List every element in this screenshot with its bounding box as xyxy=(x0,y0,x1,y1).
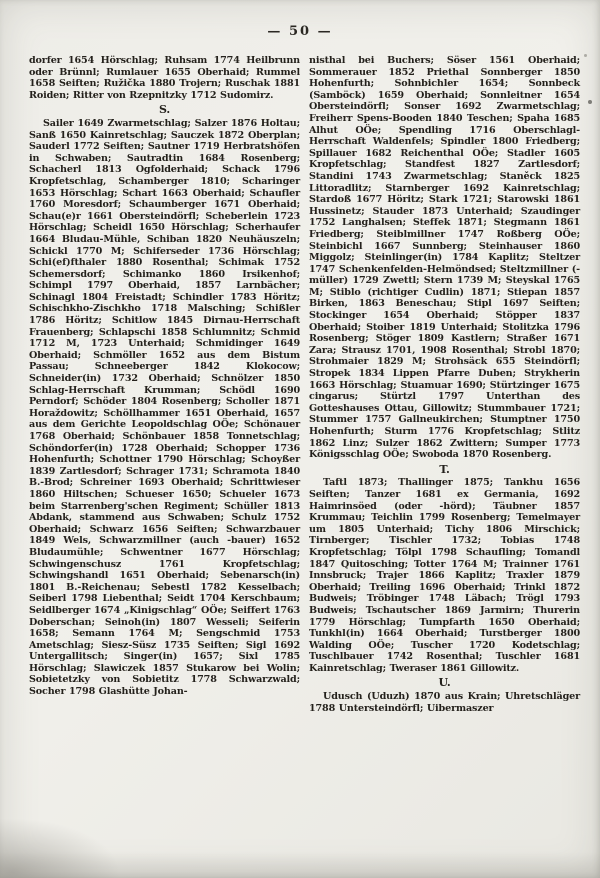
paragraph-r-continuation: dorfer 1654 Hörschlag; Ruhsam 1774 Heilbrunn oder Brünnl; Rumlauer 1655 Oberhaid; Rummel 1658 Seiften; Ružička 1880 Trojern; Ruschak 1881 Roiden; Ritter von Rzepnitzky 1712 Sudomirz. xyxy=(29,55,300,101)
scan-smudge-artifact xyxy=(0,818,120,878)
section-heading-t: T. xyxy=(439,462,450,476)
page-header xyxy=(0,0,600,39)
column-left xyxy=(29,55,300,714)
column-right xyxy=(309,55,580,714)
scan-smudge-artifact xyxy=(0,852,600,878)
page-number: 50 xyxy=(288,24,312,39)
paragraph-section-u: Udusch (Uduzh) 1870 aus Krain; Uhretschläger 1788 Untersteindörfl; Uibermaszer xyxy=(309,691,580,714)
text-columns xyxy=(0,39,600,714)
header-dash-right: — xyxy=(317,24,333,39)
paragraph-section-t: Taftl 1873; Thallinger 1875; Tankhu 1656 Seiften; Tanzer 1681 ex Germania, 1692 Haimrinsöed (oder -hörd); Täubner 1857 Krummau; Teichlin 1799 Rosenberg; Temelmayer um 1805 Unterhaid; Tichy 1806 Mirschick; Tirnberger; Tischler 1732; Tobias 1748 Kropfetschlag; Tölpl 1798 Schaufling; Tomandl 1847 Quitosching; Totter 1764 M; Trainner 1761 Innsbruck; Trajer 1866 Kaplitz; Traxler 1879 Oberhaid; Treiling 1696 Oberhaid; Trinkl 1872 Budweis; Tröbinger 1748 Läbach; Trögl 1793 Budweis; Tschautscher 1869 Jarmirn; Thurerin 1779 Hörschlag; Tumpfarth 1650 Oberhaid; Tunkhl(in) 1664 Oberhaid; Turstberger 1800 Walding OÖe; Tuscher 1720 Kodetschlag; Tuschlbauer 1742 Rosenthal; Tuschler 1681 Kainretschlag; Tweraser 1861 Gillowitz. xyxy=(309,477,580,674)
section-heading-s: S. xyxy=(158,103,171,117)
section-heading-u: U. xyxy=(438,676,451,690)
paragraph-section-s: Sailer 1649 Zwarmetschlag; Salzer 1876 Holtau; Sanß 1650 Kainretschlag; Sauczek 1872 Oberplan; Sauderl 1772 Seiften; Sautner 1719 Herbratshöfen in Schwaben; Sautradtin 1684 Rosenberg; Schacherl 1813 Ogfolderhaid; Schack 1796 Kropfetschlag, Schamberger 1810; Scharinger 1653 Hörschlag; Schart 1663 Oberhaid; Schaufler 1760 Moresdorf; Schaumberger 1671 Oberhaid; Schau(e)r 1661 Obersteindörfl; Scheberlein 1723 Hörschlag; Scheidl 1650 Hörschlag; Scherhaufer 1664 Bludau-Mühle, Schiban 1820 Neuhäuszeln; Schickl 1770 M; Schiferseder 1736 Hörschlag; Schi(ef)fthaler 1880 Rosenthal; Schimak 1752 Schemersdorf; Schimanko 1860 Irsikenhof; Schimpl 1797 Oberhaid, 1857 Larnbächer; Schinagl 1804 Freistadt; Schindler 1783 Höritz; Schischkho-Zischkho 1718 Malsching; Schißler 1786 Höritz; Schitlow 1845 Dirnau-Herrschaft Frauenberg; Schlapschi 1858 Schlumnitz; Schmid 1712 M, 1723 Unterhaid; Schmidinger 1649 Oberhaid; Schmöller 1652 aus dem Bistum Passau; Schneeberger 1842 Klokocow; Schneider(in) 1732 Oberhaid; Schnölzer 1850 Schlag-Herrschaft Krumman; Schödl 1690 Perndorf; Schöder 1804 Rosenberg; Scholler 1871 Horaždowitz; Schöllhammer 1651 Oberhaid, 1657 aus dem Gerichte Leopoldschlag OÖe; Schönauer 1768 Oberhaid; Schönbauer 1858 Tonnetschlag; Schöndorfer(in) 1728 Oberhaid; Schopper 1736 Hohenfurth; Schottner 1790 Hörschlag; Schoyßer 1839 Zartlesdorf; Schrager 1731; Schramota 1840 B.-Brod; Schreiner 1693 Oberhaid; Schrittwieser 1860 Hiltschen; Schueser 1650; Schueler 1673 beim Starrenberg'schen Regiment; Schüller 1813 Abdank, stammend aus Schwaben; Schulz 1752 Oberhaid; Schwarz 1656 Seiften; Schwarzbauer 1849 Wels, Schwarzmillner (auch -bauer) 1652 Bludaumühle; Schwentner 1677 Hörschlag; Schwingenschusz 1761 Kropfetschlag; Schwingshandl 1651 Oberhaid; Sebenarsch(in) 1801 B.-Reichenau; Sebestl 1782 Kesselbach; Seiberl 1798 Liebenthal; Seidt 1704 Kerschbaum; Seidlberger 1674 „Kinigschlag“ OÖe; Seiffert 1763 Doberschan; Seinoh(in) 1807 Wesseli; Seiferin 1658; Semann 1764 M; Sengschmid 1753 Ametschlag; Siesz-Süsz 1735 Seiften; Sigl 1692 Untergallitsch; Singer(in) 1657; Sixl 1785 Hörschlag; Slawiczek 1857 Stukarow bei Wolin; Sobietetzky von Sobietitz 1778 Schwarzwald; Socher 1798 Glashütte Johan- xyxy=(29,117,300,698)
paragraph-s-continuation: nisthal bei Buchers; Söser 1561 Oberhaid; Sommerauer 1852 Priethal Sonnberger 1850 Hohenfurth; Sohnbichler 1654; Sonnbeck (Samböck) 1659 Oberhaid; Sonnleitner 1654 Obersteindörfl; Sonser 1692 Zwarmetschlag; Freiherr Spens-Booden 1840 Teschen; Spaha 1685 Alhut OÖe; Spendling 1716 Oberschlagl-Herrschaft Waldenfels; Spindler 1800 Friedberg; Spillauer 1682 Reichenthal OÖe; Stadler 1605 Kropfetschlag; Standfest 1827 Zartlesdorf; Standini 1743 Zwarmetschlag; Staněck 1825 Littoradlitz; Starnberger 1692 Kainretschlag; Stardoß 1677 Höritz; Stark 1721; Starowski 1861 Hussinetz; Stauder 1873 Unterhaid; Szaudinger 1752 Langhalsen; Steffek 1871; Stegmann 1861 Friedberg; Steiblmillner 1747 Roßberg OÖe; Steinbichl 1667 Sunnberg; Steinhauser 1860 Miggolz; Steinlinger(in) 1784 Kaplitz; Steltzer 1747 Schenkenfelden-Helmöndsed; Steltzmillner (-müller) 1729 Zwettl; Stern 1739 M; Steyskal 1765 M; Stiblo (richtiger Cudlin) 1871; Stiepan 1857 Birken, 1863 Beneschau; Stipl 1697 Seiften; Stockinger 1654 Oberhaid; Stöpper 1837 Oberhaid; Stoiber 1819 Unterhaid; Stolitzka 1796 Rosenberg; Stöger 1809 Kastlern; Straßer 1671 Zara; Strausz 1701, 1908 Rosenthal; Strobl 1870; Strohmaier 1829 M; Strohsäck 655 Steindörfl; Stropek 1834 Lippen Pfarre Duben; Strykherin 1663 Hörschlag; Stuamuar 1690; Stürtzinger 1675 cingarus; Stürtzl 1797 Unterthan des Gotteshauses Ottau, Gillowitz; Stummbauer 1721; Stummer 1757 Gallneukirchen; Stumptner 1750 Hohenfurth; Sturm 1776 Kropfetschlag; Stlitz 1862 Linz; Sulzer 1862 Zwittern; Sumper 1773 Königsschlag OÖe; Swoboda 1870 Rosenberg. xyxy=(309,55,580,461)
header-dash-left: — xyxy=(267,24,283,39)
